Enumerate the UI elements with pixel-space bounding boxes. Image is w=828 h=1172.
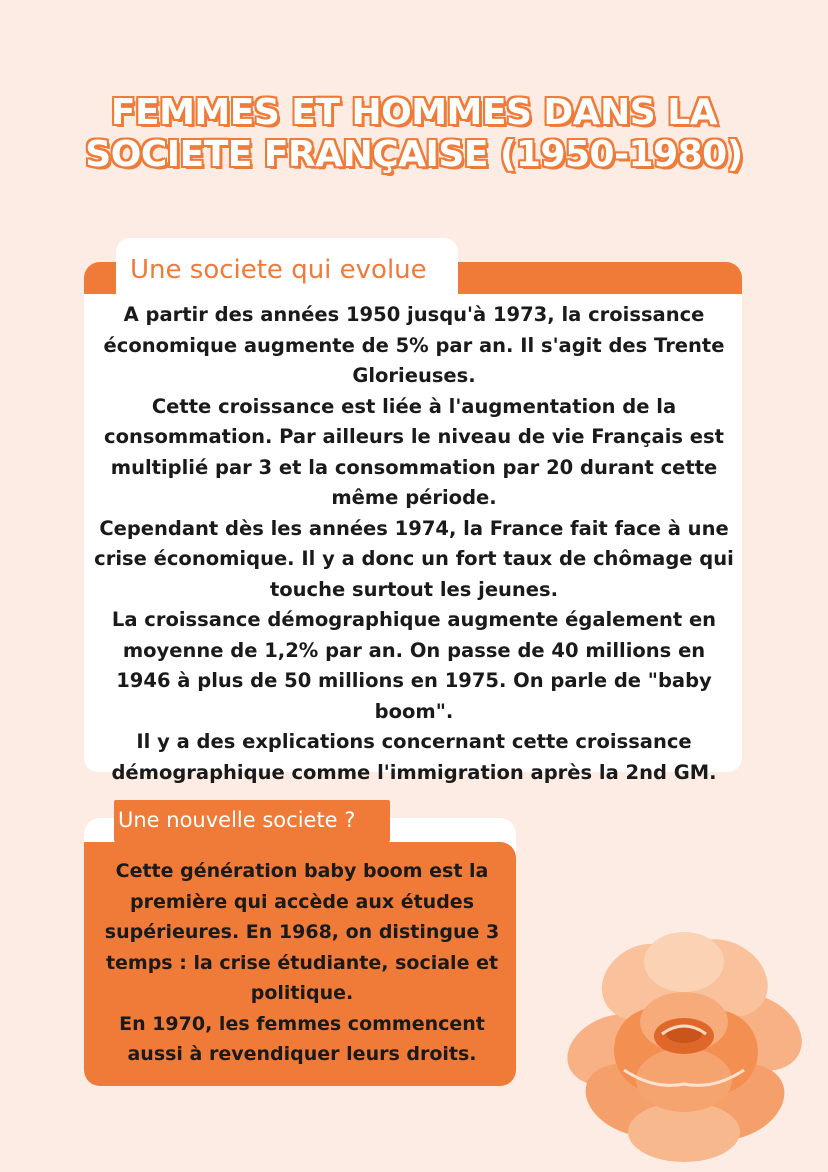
paragraph: Cette croissance est liée à l'augmentation de la consommation. Par ailleurs le niveau de vie Français est multiplié par 3 et la consommation par 20 durant cette même période. — [104, 394, 724, 509]
paragraph: En 1970, les femmes commencent aussi à revendiquer leurs droits. — [119, 1012, 485, 1065]
section-evolution-body — [94, 300, 734, 788]
section-evolution-heading: Une societe qui evolue — [130, 255, 427, 285]
paragraph: Cette génération baby boom est la première qui accède aux études supérieures. En 1968, on distingue 3 temps : la crise étudiante, sociale et politique. — [104, 860, 500, 1004]
section-new-society-heading: Une nouvelle societe ? — [118, 808, 356, 832]
paragraph: La croissance démographique augmente également en moyenne de 1,2% par an. On passe de 40 millions en 1946 à plus de 50 millions en 1975. On parle de "baby boom". — [111, 608, 717, 723]
paragraph: A partir des années 1950 jusqu'à 1973, la croissance économique augmente de 5% par an. Il s'agit des Trente Glorieuses. — [103, 303, 725, 387]
orange-flower-icon — [556, 932, 806, 1172]
title-line-2: SOCIETE FRANÇAISE (1950-1980) — [85, 134, 743, 175]
section-new-society-body — [92, 856, 512, 1070]
page-title — [60, 92, 768, 176]
paragraph: Il y a des explications concernant cette croissance démographique comme l'immigration après la 2nd GM. — [111, 730, 717, 784]
paragraph: Cependant dès les années 1974, la France fait face à une crise économique. Il y a donc un fort taux de chômage qui touche surtout les jeunes. — [94, 516, 734, 601]
title-line-1: FEMMES ET HOMMES DANS LA — [110, 92, 718, 133]
